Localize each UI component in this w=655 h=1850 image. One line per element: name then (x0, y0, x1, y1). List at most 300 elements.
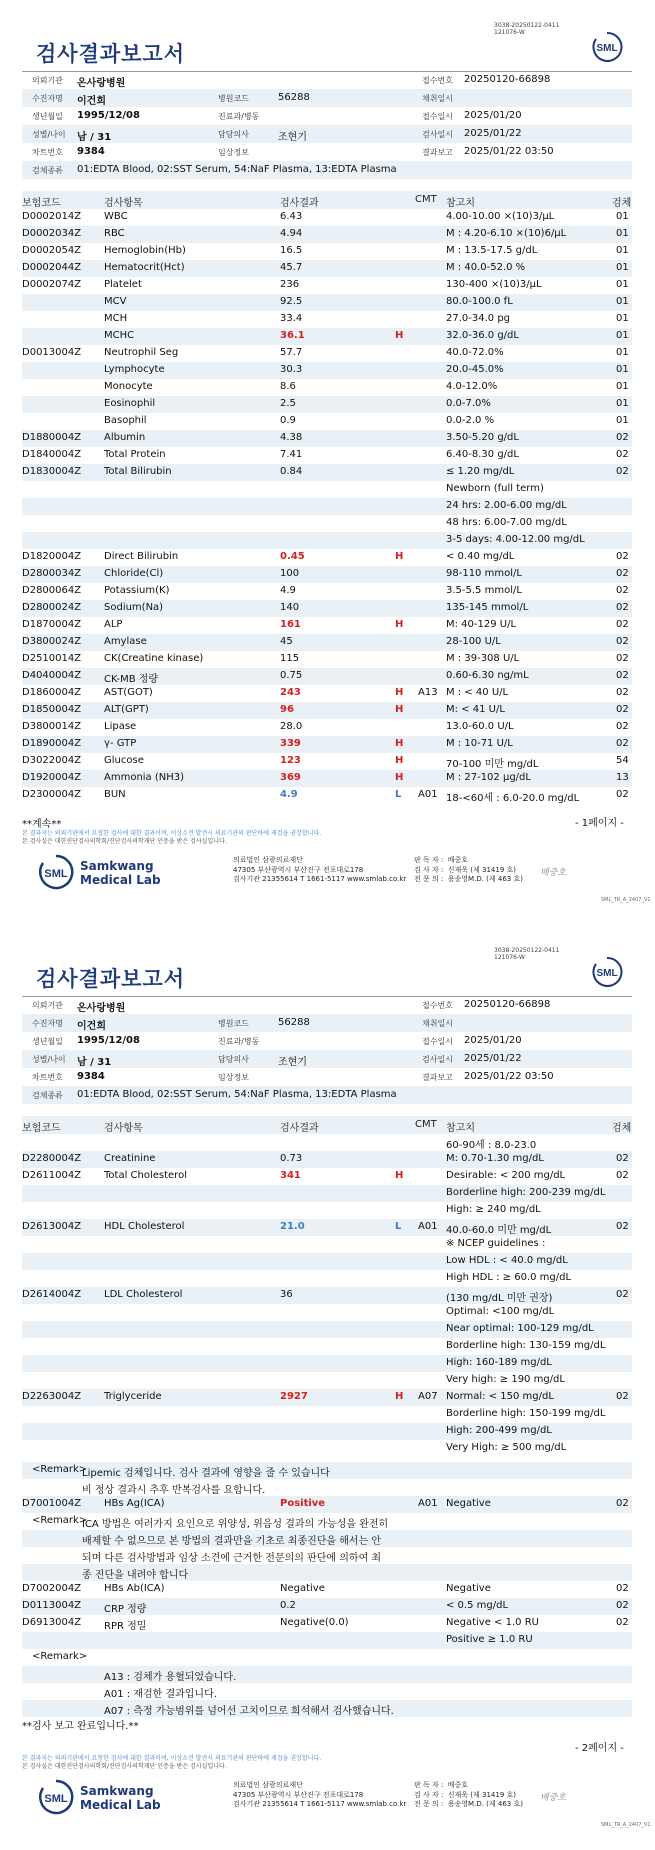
row-name: BUN (104, 789, 126, 800)
result-row (22, 362, 632, 379)
remark-ica-row-2 (22, 1530, 632, 1547)
sex-age-value: 남 / 31 (77, 1057, 112, 1068)
result-row (22, 787, 632, 804)
dob-label: 생년월일 (32, 1037, 63, 1046)
chart-value: 9384 (77, 1071, 105, 1082)
reported-value: 2025/01/22 03:50 (464, 146, 554, 157)
row-result: 123 (280, 755, 301, 766)
comment-a13-row (22, 1666, 632, 1683)
result-row (22, 447, 632, 464)
row-result: 30.3 (280, 364, 303, 375)
row-ref: Negative (446, 1498, 491, 1509)
comment-a13: A13 : 검체가 용혈되었습니다. (104, 1672, 237, 1683)
row-name: LDL Cholesterol (104, 1289, 183, 1300)
row-specimen: 02 (616, 670, 629, 681)
header-row-specimen (22, 161, 632, 179)
row-code: D1920004Z (22, 772, 82, 783)
row-name: Creatinine (104, 1153, 156, 1164)
row-ref: 4.0-12.0% (446, 381, 498, 392)
result-row (22, 1236, 632, 1253)
hospital-code-label: 병원코드 (218, 1019, 249, 1028)
row-result: 92.5 (280, 296, 303, 307)
row-code: D0002014Z (22, 211, 82, 222)
row-ref: 3-5 days: 4.00-12.00 mg/dL (446, 534, 585, 545)
row-flag: H (395, 704, 404, 715)
result-row (22, 328, 632, 345)
result-row (22, 260, 632, 277)
row-ref: M : 4.20-6.10 ×(10)6/μL (446, 228, 567, 239)
row-name: Hemoglobin(Hb) (104, 245, 186, 256)
row-ref: Newborn (full term) (446, 483, 544, 494)
row-result: Positive (280, 1498, 326, 1509)
header-row-dob (22, 107, 632, 125)
result-row (22, 1615, 632, 1632)
disclaimer-line-1: 본 결과지는 의뢰기관에서 요청한 검사에 대한 결과이며, 이상소견 발견시 의료기관의 판단하에 재검을 권장합니다. (22, 830, 322, 837)
received-value: 2025/01/20 (464, 1035, 522, 1046)
result-row (22, 294, 632, 311)
row-code: D2800024Z (22, 602, 82, 613)
remark-label: <Remark> (32, 1515, 88, 1526)
result-row (22, 634, 632, 651)
row-ref: 6.40-8.30 g/dL (446, 449, 519, 460)
row-code: D7001004Z (22, 1498, 82, 1509)
row-flag: H (395, 755, 404, 766)
row-name: Triglyceride (104, 1391, 162, 1402)
row-result: 339 (280, 738, 301, 749)
disclaimer-line-1: 본 결과지는 의뢰기관에서 요청한 검사에 대한 결과이며, 이상소견 발견시 의료기관의 판단하에 재검을 권장합니다. (22, 1755, 322, 1762)
row-code: D1820004Z (22, 551, 82, 562)
result-row (22, 379, 632, 396)
row-ref: 24 hrs: 2.00-6.00 mg/dL (446, 500, 567, 511)
row-specimen: 01 (616, 296, 629, 307)
row-specimen: 02 (616, 687, 629, 698)
row-ref: Optimal: <100 mg/dL (446, 1306, 555, 1317)
received-value: 2025/01/20 (464, 110, 522, 121)
institution-label: 의뢰기관 (32, 76, 63, 85)
header-row-sex-age (22, 1050, 632, 1068)
row-ref: M : 40.0-52.0 % (446, 262, 526, 273)
row-result: 4.9 (280, 789, 298, 800)
row-ref: M: 0.70-1.30 mg/dL (446, 1153, 544, 1164)
remark-ica-row-1 (22, 1513, 632, 1530)
row-name: Monocyte (104, 381, 153, 392)
result-row (22, 770, 632, 787)
row-specimen: 02 (616, 1600, 629, 1611)
result-row (22, 1168, 632, 1185)
result-row (22, 226, 632, 243)
row-specimen: 01 (616, 245, 629, 256)
col-specimen-header: 검체 (612, 1123, 632, 1134)
row-ref: M : 39-308 U/L (446, 653, 520, 664)
row-ref: High HDL : ≥ 60.0 mg/dL (446, 1272, 572, 1283)
brand-name (80, 1784, 161, 1812)
row-cmt: A01 (418, 789, 438, 800)
row-specimen: 02 (616, 1617, 629, 1628)
row-code: D1890004Z (22, 738, 82, 749)
row-specimen: 01 (616, 279, 629, 290)
row-ref: 130-400 ×(10)3/μL (446, 279, 542, 290)
col-code-header: 보험코드 (22, 198, 61, 209)
row-name: Lipase (104, 721, 137, 732)
row-name: MCHC (104, 330, 135, 341)
chart-label: 차트번호 (32, 1073, 63, 1082)
row-name: WBC (104, 211, 128, 222)
row-name: ALP (104, 619, 123, 630)
page-number-2: - 2페이지 - (575, 1743, 624, 1754)
signature-scribble: 배중호 (540, 868, 567, 878)
comments-label: <Remark> (32, 1651, 88, 1662)
signature-scribble: 배중호 (540, 1793, 567, 1803)
row-cmt: A07 (418, 1391, 438, 1402)
row-cmt: A01 (418, 1221, 438, 1232)
result-row (22, 345, 632, 362)
result-row (22, 566, 632, 583)
row-code: D1870004Z (22, 619, 82, 630)
chart-value: 9384 (77, 146, 105, 157)
row-code: D7002004Z (22, 1583, 82, 1594)
department-label: 진료과/병동 (218, 112, 260, 121)
row-ref: M : 10-71 U/L (446, 738, 513, 749)
result-row (22, 753, 632, 770)
revision-code: SML_TR_A_2407_V1 (601, 1822, 651, 1828)
results-table-header (22, 1116, 632, 1134)
svg-text:SML: SML (596, 968, 618, 979)
row-ref: Borderline high: 130-159 mg/dL (446, 1340, 606, 1351)
row-specimen: 02 (616, 789, 629, 800)
row-code: D2613004Z (22, 1221, 82, 1232)
row-result: 16.5 (280, 245, 303, 256)
row-ref: < 0.40 mg/dL (446, 551, 515, 562)
result-row (22, 736, 632, 753)
row-ref: Near optimal: 100-129 mg/dL (446, 1323, 594, 1334)
result-row (22, 1321, 632, 1338)
row-result: 45.7 (280, 262, 303, 273)
result-row (22, 1389, 632, 1406)
result-row (22, 243, 632, 260)
row-name: ALT(GPT) (104, 704, 149, 715)
result-row (22, 1632, 632, 1649)
sex-age-label: 성별/나이 (32, 130, 66, 139)
row-name: HBs Ag(ICA) (104, 1498, 165, 1509)
row-name: Total Cholesterol (104, 1170, 187, 1181)
result-row (22, 600, 632, 617)
result-row (22, 1151, 632, 1168)
row-name: Amylase (104, 636, 147, 647)
result-row (22, 668, 632, 685)
remark-text: ICA 방법은 여러가지 요인으로 위양성, 위음성 결과의 가능성을 완전히 (82, 1519, 389, 1530)
samkwang-logo-icon (36, 852, 76, 892)
header-row-institution (22, 996, 632, 1014)
row-name: Neutrophil Seg (104, 347, 179, 358)
signers: 판 독 자 : 배중호 검 사 자 : 신재욱 (제 31419 호) 전 문 의 : 용송영M.D. (제 463 호) (414, 1781, 523, 1808)
row-ref: ≤ 1.20 mg/dL (446, 466, 515, 477)
row-specimen: 02 (616, 466, 629, 477)
row-ref: Borderline high: 200-239 mg/dL (446, 1187, 606, 1198)
remark-text: 배제할 수 없으므로 본 방법의 결과만을 기초로 최종진단을 해서는 안 (82, 1536, 382, 1547)
row-flag: H (395, 551, 404, 562)
row-specimen: 02 (616, 602, 629, 613)
row-specimen: 02 (616, 653, 629, 664)
received-label: 접수일시 (422, 112, 453, 121)
row-specimen: 01 (616, 330, 629, 341)
document-id: 3038-20250122-0411 121076-W (494, 947, 560, 961)
samkwang-logo-icon (36, 1777, 76, 1817)
tested-value: 2025/01/22 (464, 1053, 522, 1064)
reported-value: 2025/01/22 03:50 (464, 1071, 554, 1082)
row-specimen: 02 (616, 551, 629, 562)
lab-address: 의료법인 삼광의료재단 47305 부산광역시 부산진구 전포대로178 검사기관 21355614 T 1661-5117 www.smlab.co.kr (233, 1781, 407, 1808)
row-name: MCV (104, 296, 127, 307)
row-ref: Negative (446, 1583, 491, 1594)
row-specimen: 02 (616, 721, 629, 732)
row-ref: Borderline high: 150-199 mg/dL (446, 1408, 606, 1419)
revision-code: SML_TR_A_2407_V1 (601, 897, 651, 903)
row-result: 0.2 (280, 1600, 296, 1611)
row-specimen: 02 (616, 1153, 629, 1164)
row-code: D2800034Z (22, 568, 82, 579)
remark-lipemic-row-2 (22, 1479, 632, 1496)
row-name: Albumin (104, 432, 146, 443)
result-row (22, 702, 632, 719)
row-specimen: 54 (616, 755, 629, 766)
specimen-label: 검체종류 (32, 1091, 63, 1100)
lab-address: 의료법인 삼광의료재단 47305 부산광역시 부산진구 전포대로178 검사기관 21355614 T 1661-5117 www.smlab.co.kr (233, 856, 407, 883)
row-flag: L (395, 789, 402, 800)
tested-label: 검사일시 (422, 1055, 453, 1064)
result-row (22, 1355, 632, 1372)
physician-label: 담당의사 (218, 1055, 249, 1064)
row-specimen: 02 (616, 585, 629, 596)
result-row-hbsag (22, 1496, 632, 1513)
row-ref: 3.5-5.5 mmol/L (446, 585, 522, 596)
row-result: 140 (280, 602, 300, 613)
row-result: 341 (280, 1170, 301, 1181)
col-ref-header: 참고치 (446, 198, 475, 209)
row-result: 0.84 (280, 466, 303, 477)
remark-text: 되며 다른 검사방법과 임상 소견에 근거한 전문의의 판단에 의하여 최 (82, 1553, 382, 1564)
chart-label: 차트번호 (32, 148, 63, 157)
row-name: RPR 정밀 (104, 1621, 147, 1632)
row-specimen: 02 (616, 449, 629, 460)
svg-text:SML: SML (596, 43, 618, 54)
row-specimen: 01 (616, 211, 629, 222)
result-row (22, 1406, 632, 1423)
row-code: D6913004Z (22, 1617, 82, 1628)
row-name: Ammonia (NH3) (104, 772, 185, 783)
row-result: 7.41 (280, 449, 303, 460)
row-flag: H (395, 738, 404, 749)
result-row (22, 1270, 632, 1287)
sex-age-value: 남 / 31 (77, 132, 112, 143)
row-code: D2614004Z (22, 1289, 82, 1300)
row-specimen: 01 (616, 228, 629, 239)
row-name: Direct Bilirubin (104, 551, 179, 562)
continued-note: **계속** (22, 819, 62, 830)
row-ref: 4.00-10.00 ×(10)3/μL (446, 211, 555, 222)
result-row (22, 1304, 632, 1321)
brand-line-1: Samkwang (80, 859, 154, 873)
comment-a07-row (22, 1700, 632, 1717)
row-specimen: 02 (616, 636, 629, 647)
row-ref: Very high: ≥ 190 mg/dL (446, 1374, 565, 1385)
col-ref-header: 참고치 (446, 1123, 475, 1134)
row-code: D0002044Z (22, 262, 82, 273)
institution-label: 의뢰기관 (32, 1001, 63, 1010)
row-ref: < 0.5 mg/dL (446, 1600, 509, 1611)
row-code: D2300004Z (22, 789, 82, 800)
row-result: 2927 (280, 1391, 308, 1402)
row-name: Total Protein (104, 449, 166, 460)
row-specimen: 02 (616, 1498, 629, 1509)
row-ref: 135-145 mmol/L (446, 602, 529, 613)
row-ref: M : 27-102 μg/dL (446, 772, 531, 783)
row-result: 21.0 (280, 1221, 305, 1232)
sml-logo-icon (590, 955, 624, 987)
reported-label: 결과보고 (422, 1073, 453, 1082)
brand-name (80, 859, 161, 887)
row-result: 161 (280, 619, 301, 630)
remark-ica-row-4 (22, 1564, 632, 1581)
col-result-header: 검사결과 (280, 198, 319, 209)
row-ref: M : 13.5-17.5 g/dL (446, 245, 538, 256)
row-specimen: 02 (616, 619, 629, 630)
col-code-header: 보험코드 (22, 1123, 61, 1134)
result-row (22, 549, 632, 566)
result-row (22, 209, 632, 226)
row-ref: 18-<60세 : 6.0-20.0 mg/dL (446, 793, 580, 804)
dob-value: 1995/12/08 (77, 110, 140, 121)
row-result: 115 (280, 653, 300, 664)
row-specimen: 01 (616, 381, 629, 392)
row-specimen: 01 (616, 313, 629, 324)
result-row (22, 515, 632, 532)
result-row (22, 464, 632, 481)
result-row (22, 1598, 632, 1615)
row-code: D2263004Z (22, 1391, 82, 1402)
row-code: D3800014Z (22, 721, 82, 732)
row-flag: H (395, 330, 404, 341)
result-row (22, 617, 632, 634)
row-code: D1850004Z (22, 704, 82, 715)
row-ref: (130 mg/dL 미만 권장) (446, 1293, 553, 1304)
row-ref: ※ NCEP guidelines : (446, 1238, 546, 1249)
physician-value: 조현기 (278, 1057, 307, 1068)
row-ref: Desirable: < 200 mg/dL (446, 1170, 566, 1181)
remark-text: Lipemic 검체입니다. 검사 결과에 영향을 줄 수 있습니다 (82, 1468, 330, 1479)
row-specimen: 02 (616, 704, 629, 715)
result-row (22, 498, 632, 515)
document-id: 3038-20250122-0411 121076-W (494, 22, 560, 36)
comment-a07: A07 : 측정 가능범위를 넘어선 고치이므로 희석해서 검사했습니다. (104, 1706, 394, 1717)
col-result-header: 검사결과 (280, 1123, 319, 1134)
row-result: 36.1 (280, 330, 305, 341)
row-result: 96 (280, 704, 294, 715)
row-name: Sodium(Na) (104, 602, 164, 613)
result-row (22, 1219, 632, 1236)
row-name: CK-MB 정량 (104, 674, 159, 685)
row-name: Glucose (104, 755, 144, 766)
result-row (22, 277, 632, 294)
row-ref: 20.0-45.0% (446, 364, 504, 375)
row-ref: M: < 41 U/L (446, 704, 505, 715)
row-specimen: 01 (616, 347, 629, 358)
row-result: 45 (280, 636, 293, 647)
row-specimen: 02 (616, 1583, 629, 1594)
row-name: Platelet (104, 279, 142, 290)
clinical-info-label: 임상정보 (218, 148, 249, 157)
specimen-value: 01:EDTA Blood, 02:SST Serum, 54:NaF Plasma, 13:EDTA Plasma (77, 164, 397, 175)
row-code: D3800024Z (22, 636, 82, 647)
row-name: HDL Cholesterol (104, 1221, 185, 1232)
row-code: D0013004Z (22, 347, 82, 358)
patient-label: 수진자명 (32, 1019, 63, 1028)
row-name: HBs Ab(ICA) (104, 1583, 165, 1594)
row-cmt: A01 (418, 1498, 438, 1509)
row-ref: 0.0-7.0% (446, 398, 491, 409)
report-page-2 (0, 925, 655, 1850)
row-ref: 0.60-6.30 ng/mL (446, 670, 529, 681)
header-row-chart (22, 1068, 632, 1086)
col-cmt-header: CMT (415, 194, 437, 205)
result-row (22, 685, 632, 702)
row-flag: H (395, 772, 404, 783)
completed-note: **검사 보고 완료입니다.** (22, 1721, 139, 1732)
specimen-label: 검체종류 (32, 166, 63, 175)
row-specimen: 01 (616, 262, 629, 273)
dob-label: 생년월일 (32, 112, 63, 121)
row-result: 6.43 (280, 211, 303, 222)
result-row (22, 1423, 632, 1440)
row-ref: 98-110 mmol/L (446, 568, 522, 579)
row-specimen: 01 (616, 415, 629, 426)
row-cmt: A13 (418, 687, 438, 698)
row-result: 100 (280, 568, 300, 579)
report-title: 검사결과보고서 (36, 967, 186, 991)
results-table-header (22, 191, 632, 209)
disclaimer-line-2: 본 검사실은 대한진단검사의학회/진단검사의학재단 인증을 받은 검사실입니다. (22, 1763, 227, 1770)
department-label: 진료과/병동 (218, 1037, 260, 1046)
row-code: D2510014Z (22, 653, 82, 664)
row-code: D1860004Z (22, 687, 82, 698)
row-result: 57.7 (280, 347, 303, 358)
row-code: D1830004Z (22, 466, 82, 477)
header-row-institution (22, 71, 632, 89)
row-result: 243 (280, 687, 301, 698)
hospital-code-value: 56288 (278, 92, 310, 103)
row-result: 4.9 (280, 585, 296, 596)
row-specimen: 02 (616, 1391, 629, 1402)
comments-label-row (22, 1649, 632, 1666)
row-result: 28.0 (280, 721, 303, 732)
row-ref: Low HDL : < 40.0 mg/dL (446, 1255, 568, 1266)
reported-label: 결과보고 (422, 148, 453, 157)
signers: 판 독 자 : 배중호 검 사 자 : 신재욱 (제 31419 호) 전 문 의 : 용송영M.D. (제 463 호) (414, 856, 523, 883)
hospital-code-label: 병원코드 (218, 94, 249, 103)
row-result: 236 (280, 279, 300, 290)
row-result: 0.9 (280, 415, 296, 426)
row-code: D0002074Z (22, 279, 82, 290)
row-ref: 13.0-60.0 U/L (446, 721, 514, 732)
remark-ica-row-3 (22, 1547, 632, 1564)
row-result: 4.94 (280, 228, 303, 239)
tested-value: 2025/01/22 (464, 128, 522, 139)
result-row (22, 311, 632, 328)
row-result: Negative (280, 1583, 325, 1594)
result-row (22, 430, 632, 447)
report-title: 검사결과보고서 (36, 42, 186, 66)
disclaimer-line-2: 본 검사실은 대한진단검사의학회/진단검사의학재단 인증을 받은 검사실입니다. (22, 838, 227, 845)
row-specimen: 02 (616, 1170, 629, 1181)
